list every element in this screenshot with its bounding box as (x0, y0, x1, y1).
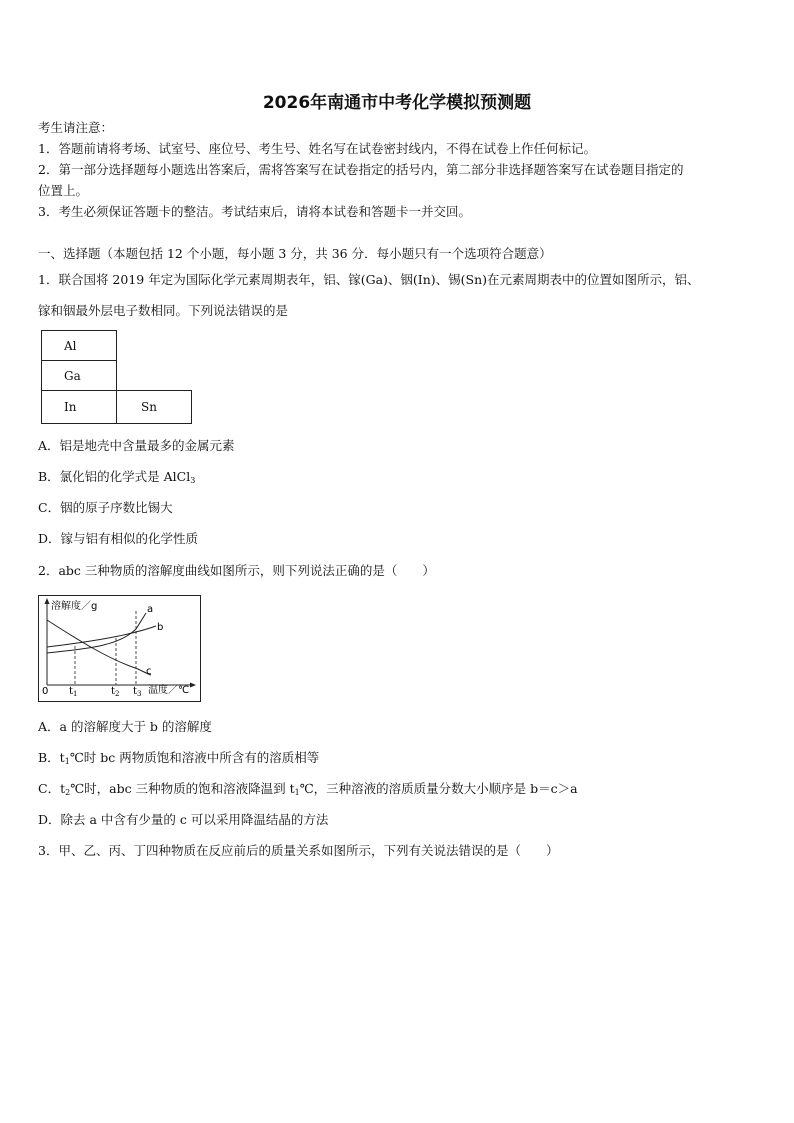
q2-option-b: B．$t_1℃$时 bc 两物质饱和溶液中所含有的溶质相等 (38, 750, 320, 766)
x-axis-arrow (190, 683, 196, 688)
series-label-c: c (146, 666, 152, 677)
tick-t3: $t_3$ (133, 686, 142, 698)
cell-ga: Ga (42, 361, 117, 391)
tick-t2: $t_2$ (111, 686, 120, 698)
q1-stem-line2: 镓和铟最外层电子数相同。下列说法错误的是 (38, 303, 289, 318)
q2-option-d: D．除去 a 中含有少量的 c 可以采用降温结晶的方法 (38, 812, 329, 827)
q3-stem: 3．甲、乙、丙、丁四种物质在反应前后的质量关系如图所示，下列有关说法错误的是（ ） (38, 843, 559, 858)
q2-stem: 2．abc 三种物质的溶解度曲线如图所示，则下列说法正确的是（ ） (38, 563, 435, 578)
page-title: 2026年南通市中考化学模拟预测题 (262, 93, 532, 113)
q1-option-a: A．铝是地壳中含量最多的金属元素 (38, 438, 235, 453)
y-axis-arrow (45, 598, 50, 604)
notice-heading: 考生请注意： (38, 120, 114, 135)
y-axis-label: 溶解度／g (51, 601, 98, 612)
curve-b (47, 626, 156, 647)
q1-stem-line1: 1．联合国将 2019 年定为国际化学元素周期表年，铝、镓(Ga)、铟(In)、锡(Sn)在元素周期表中的位置如图所示，铝、 (38, 272, 700, 287)
origin-label: 0 (42, 686, 49, 697)
periodic-table-fragment (41, 330, 192, 424)
q1-option-d: D．镓与铝有相似的化学性质 (38, 531, 199, 546)
notice-item-2: 2．第一部分选择题每小题选出答案后，需将答案写在试卷指定的括号内，第二部分非选择题答案写在试卷题目指定的 (38, 162, 684, 177)
cell-sn: Sn (117, 391, 192, 424)
curve-c (47, 620, 151, 675)
x-axis-label: 温度／℃ (148, 685, 190, 696)
series-label-b: b (157, 622, 164, 633)
solubility-chart (38, 595, 201, 702)
series-label-a: a (147, 604, 154, 615)
cell-in: In (42, 391, 117, 424)
cell-al: Al (42, 331, 117, 361)
notice-item-1: 1．答题前请将考场、试室号、座位号、考生号、姓名写在试卷密封线内，不得在试卷上作任何标记。 (38, 141, 596, 156)
q2-option-a: A．a 的溶解度大于 b 的溶解度 (38, 719, 212, 734)
notice-item-2-cont: 位置上。 (38, 183, 89, 198)
tick-t1: $t_1$ (69, 686, 78, 698)
q1-option-b: B．氯化铝的化学式是 AlCl$_3$ (38, 469, 196, 485)
notice-item-3: 3．考生必须保证答题卡的整洁。考试结束后，请将本试卷和答题卡一并交回。 (38, 204, 471, 219)
q1-option-c: C．铟的原子序数比锡大 (38, 500, 173, 515)
q2-option-c: C．$t_2℃$时，abc 三种物质的饱和溶液降温到 $t_1℃$，三种溶液的溶质质量分数大小顺序是 b＝c＞a (38, 781, 578, 797)
section-heading: 一、选择题（本题包括 12 个小题，每小题 3 分，共 36 分．每小题只有一个选项符合题意） (38, 246, 552, 261)
